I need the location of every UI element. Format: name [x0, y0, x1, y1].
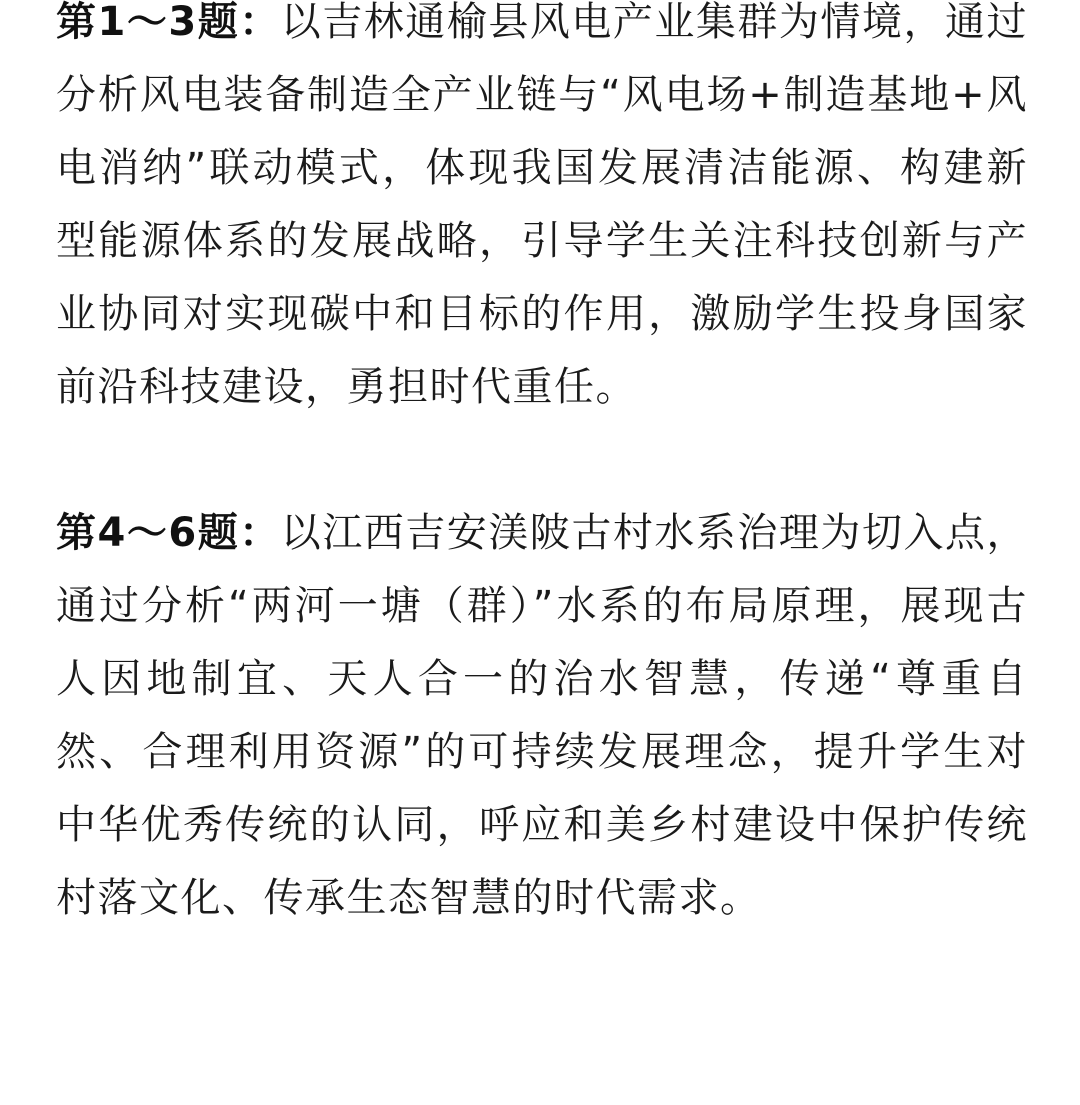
paragraph-questions-1-3: [56, 0, 1028, 424]
paragraph-text: 以吉林通榆县风电产业集群为情境，通过分析风电装备制造全产业链与“风电场+制造基地+风电消纳”联动模式，体现我国发展清洁能源、构建新型能源体系的发展战略，引导学生关注科技创新与产业协同对实现碳中和目标的作用，激励学生投身国家前沿科技建设，勇担时代重任。: [56, 0, 1028, 410]
paragraph-text: 以江西吉安渼陂古村水系治理为切入点，通过分析“两河一塘（群）”水系的布局原理，展现古人因地制宜、天人合一的治水智慧，传递“尊重自然、合理利用资源”的可持续发展理念，提升学生对中华优秀传统的认同，呼应和美乡村建设中保护传统村落文化、传承生态智慧的时代需求。: [56, 510, 1028, 921]
paragraph-questions-4-6: [56, 497, 1028, 935]
question-range-label: 第4～6题：: [56, 510, 281, 556]
question-range-label: 第1～3题：: [56, 0, 281, 45]
article-body: [56, 0, 1028, 935]
